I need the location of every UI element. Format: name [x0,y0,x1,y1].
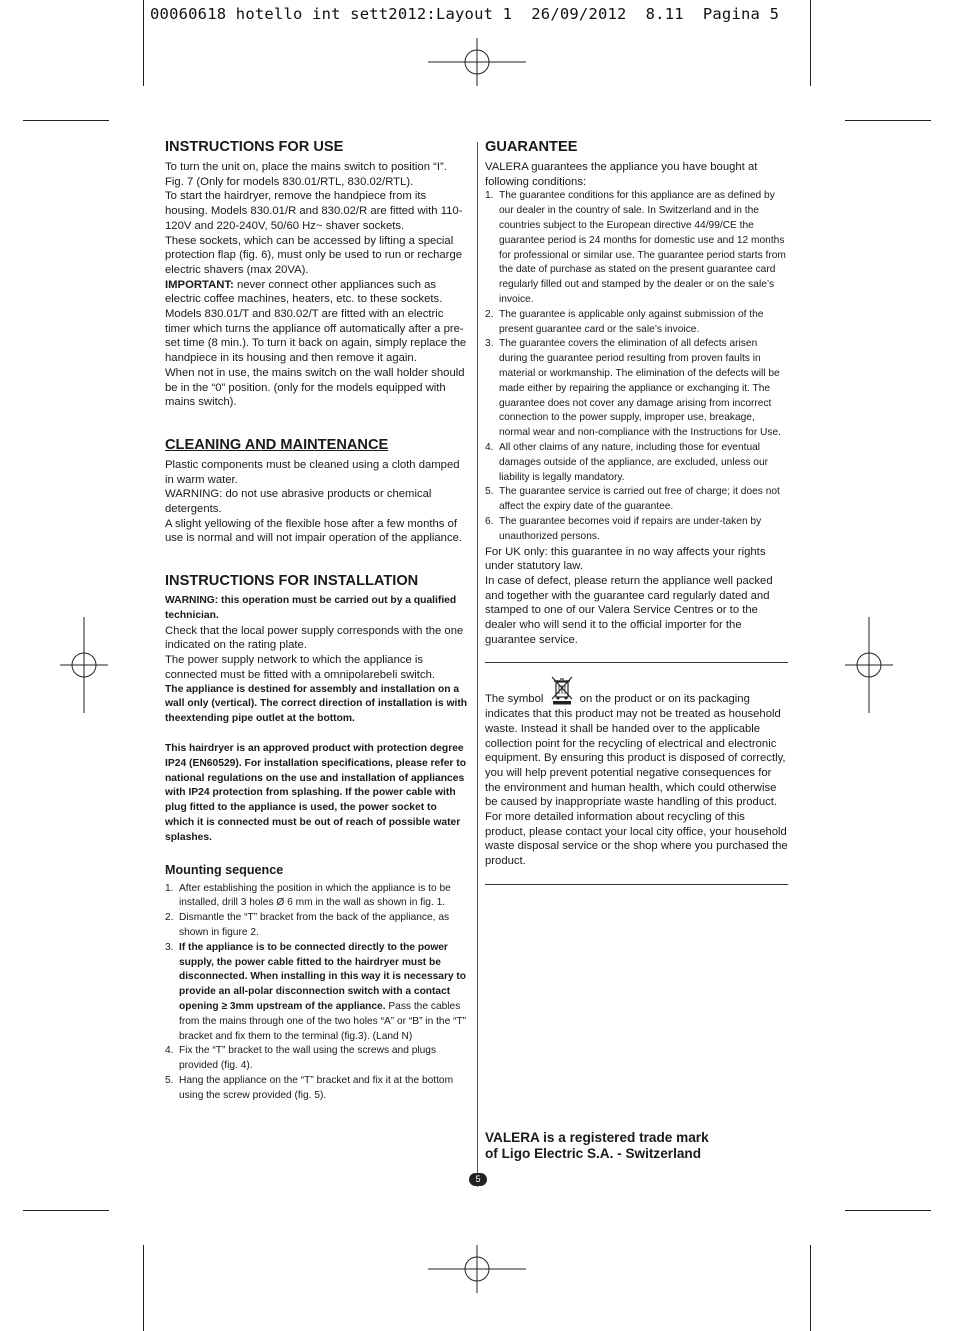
weee-text-before: The symbol [485,693,544,706]
section-title: INSTRUCTIONS FOR USE [165,139,344,155]
warning-paragraph [165,594,468,624]
paragraph: For UK only: this guarantee in no way affects your rights under statutory law. [485,545,766,573]
bold-text: This hairdryer is an approved product with protection degree IP24 (EN60529). For installation specifications, please refer to national regulations on the use and installation of appliances with IP24 protection from splashing. If the power cable with plug fitted to the appliance is used, the power socket to which it is connected must be out of reach of possible water splashes. [165,742,467,843]
important-label: IMPORTANT: [165,278,234,291]
item-text: The guarantee service is carried out free of charge; it does not affect the expiry date of the guarantee. [499,486,780,513]
list-item [485,485,788,515]
item-number: 2. [485,308,494,320]
bold-paragraph [165,683,468,727]
trademark-note [485,1130,788,1162]
list-item [485,515,788,545]
crop-mark [143,0,144,86]
item-text: The guarantee conditions for this appliance are as defined by our dealer in the country of sale. In Switzerland and in the countries subject to the European directive 44/99/CE the guarantee period is 24 months for domestic use and 12 months for professional or similar use. The guarantee period starts from the date of purchase as stated on the present guarantee card regularly filled out and stamped by the dealer or on the sale’s invoice. [499,190,786,305]
item-number: 4. [485,441,494,453]
weee-text-after: on the product or on its packaging indicates that this product may not be treated as household waste. Instead it shall be handed over to the applicable collection point for the recycling of electrical and electronic equipment. By ensuring this product is disposed of correctly, you will help prevent potential negative consequences for the environment and human health, which could otherwise be caused by inappropriate waste handling of this product. For more detailed information about recycling of this product, please contact your local city office, your household waste disposal service or the shop where you purchased the product. [485,693,788,868]
item-text: All other claims of any nature, including those for eventual damages outside of the appliance, are excluded, unless our liability is legally mandatory. [499,441,769,483]
paragraph: To start the hairdryer, remove the handpiece from its housing. Models 830.01/R and 830.02/R are fitted with 110-120V and 220-240V, 50/60 Hz~ shaver sockets. [165,190,463,232]
subsection-title: Mounting sequence [165,862,284,877]
item-number: 5. [485,486,494,498]
item-text: After establishing the position in which the appliance is to be installed, drill 3 holes Ø 6 mm in the wall as shown in fig. 1. [179,882,451,909]
page-number-badge: 5 [469,1173,487,1186]
mounting-steps-list [165,882,468,1104]
item-number: 6. [485,515,494,527]
registration-mark-icon [60,617,108,713]
crop-mark [810,1245,811,1331]
left-column [165,139,468,1104]
crop-mark [23,120,109,121]
item-number: 5. [165,1074,174,1086]
paragraph: Check that the local power supply corresponds with the one indicated on the rating plate. [165,624,464,652]
mounting-sequence-section [165,863,468,1104]
registration-mark-icon [845,617,893,713]
paragraph: VALERA guarantees the appliance you have bought at following conditions: [485,161,758,188]
list-item [485,308,788,338]
list-item [485,441,788,485]
paragraph: The power supply network to which the appliance is connected must be fitted with a omnipolarebeli switch. [165,654,436,681]
paragraph: A slight yellowing of the flexible hose after a few months of use is normal and will not impair operation of the appliance. [165,517,463,545]
crop-mark [845,1210,931,1211]
guarantee-conditions-list [485,189,788,544]
paragraph: These sockets, which can be accessed by lifting a special protection flap (fig. 6), must only be used to run or recharge electric shavers (max 20VA). [165,234,463,276]
list-item [165,882,468,912]
list-item [165,1074,468,1104]
registration-mark-icon [428,38,526,86]
paragraph: WARNING: do not use abrasive products or chemical detergents. [165,488,432,516]
crossed-out-wheelie-bin-icon [549,675,575,705]
item-number: 4. [165,1045,174,1057]
item-bold-text: If the appliance is to be connected directly to the power supply, the power cable fitted to the hairdryer must be disconnected. When installing in this way it is necessary to provide an all-polar disconnection switch with a contact opening ≥ 3mm upstream of the appliance. [179,941,467,1012]
item-number: 3. [485,338,494,350]
warning-text: WARNING: this operation must be carried out by a qualified technician. [165,595,457,621]
horizontal-rule [485,884,788,885]
weee-disposal-section [485,675,788,868]
trademark-line: of Ligo Electric S.A. - Switzerland [485,1146,702,1161]
important-paragraph [165,278,468,366]
right-column [485,139,788,897]
crop-mark [143,1245,144,1331]
item-text: Pass the cables from the mains through one of the two holes “A” or “B” in the “T” bracket and fix them to the terminal (fig.3). (Land N) [179,1000,467,1042]
instructions-for-installation-section [165,573,468,845]
cleaning-maintenance-section [165,437,468,546]
paragraph: When not in use, the mains switch on the wall holder should be in the “0” position. (only for the models equipped with mains switch). [165,366,465,409]
section-title: INSTRUCTIONS FOR INSTALLATION [165,573,419,590]
guarantee-section [485,139,788,647]
paragraph: In case of defect, please return the appliance well packed and together with the guarantee card regularly dated and stamped to one of our Valera Service Centres or to the dealer who will send it to the official importer for the guarantee service. [485,574,773,646]
item-text: The guarantee becomes void if repairs are under-taken by unauthorized persons. [499,515,762,542]
important-text: never connect other appliances such as electric coffee machines, heaters, etc. to these sockets. Models 830.01/T and 830.02/T are fitted with an electric timer which turns the appliance off automatically after a pre-set time (8 min.). To turn it back on again, simply replace the handpiece in its housing and then remove it again. [165,278,467,365]
item-number: 2. [165,912,174,924]
item-text: The guarantee covers the elimination of all defects arisen during the guarantee period resulting from proven faults in material or workmanship. The elimination of the defects will be made either by repairing the appliance or exchanging it. The guarantee does not cover any damage arising from incorrect connection to the power supply, improper use, breakage, normal wear and non-compliance with the Instructions for Use. [499,338,781,439]
column-divider [477,142,478,1187]
registration-mark-icon [428,1245,526,1293]
trademark-line: VALERA is a registered trade mark [485,1130,709,1145]
list-item [165,911,468,941]
list-item [485,337,788,441]
item-text: Hang the appliance on the “T” bracket and fix it at the bottom using the screw provided (fig. 5). [179,1074,454,1101]
list-item [485,189,788,307]
item-text: Dismantle the “T” bracket from the back of the appliance, as shown in figure 2. [179,912,450,938]
paragraph: To turn the unit on, place the mains switch to position “I”. Fig. 7 (Only for models 830.01/RTL, 830.02/RTL). [165,161,447,188]
print-slug-line: 00060618 hotello int sett2012:Layout 1 26/09/2012 8.11 Pagina 5 [150,5,780,23]
item-number: 1. [165,882,174,894]
item-text: Fix the “T” bracket to the wall using the screws and plugs provided (fig. 4). [179,1045,437,1072]
instructions-for-use-section [165,139,468,410]
bold-text: The appliance is destined for assembly and installation on a wall only (vertical). The correct direction of installation is with theextending pipe outlet at the bottom. [165,683,468,725]
section-title: GUARANTEE [485,139,578,155]
bold-paragraph [165,742,468,846]
weee-paragraph [485,675,788,868]
list-item [165,1044,468,1074]
item-text: The guarantee is applicable only against submission of the present guarantee card or the sale’s invoice. [499,308,764,335]
section-title: CLEANING AND MAINTENANCE [165,436,389,453]
crop-mark [23,1210,109,1211]
crop-mark [845,120,931,121]
crop-mark [810,0,811,86]
item-number: 1. [485,190,494,202]
item-number: 3. [165,941,174,953]
horizontal-rule [485,662,788,663]
paragraph: Plastic components must be cleaned using a cloth damped in warm water. [165,458,460,486]
list-item [165,941,468,1045]
